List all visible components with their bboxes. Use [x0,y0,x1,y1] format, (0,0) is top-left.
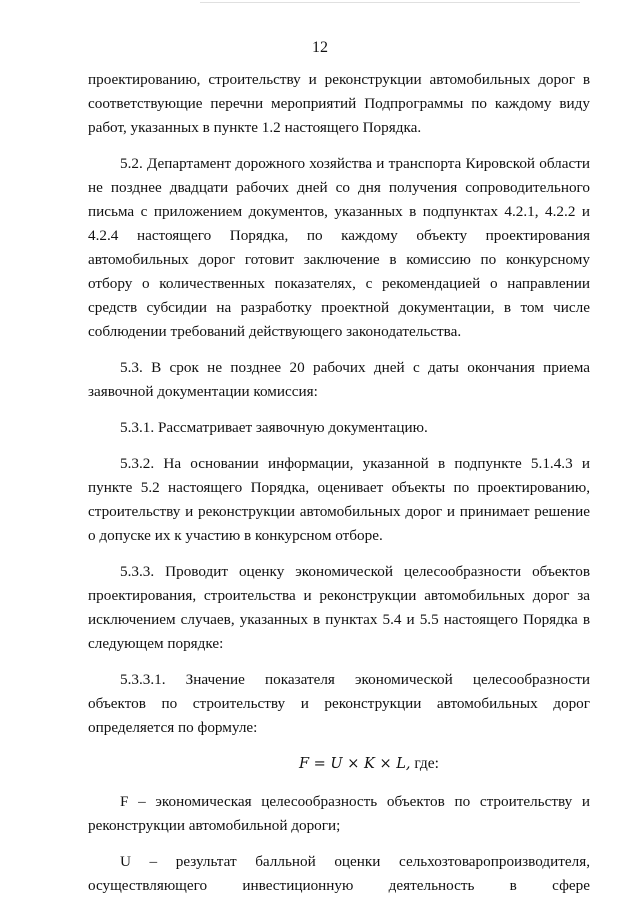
page-number: 12 [312,39,328,56]
text-line: работ, указанных в пункте 1.2 настоящего Порядка. [88,119,422,136]
formula-expression: F = U × K × L, [298,756,411,772]
text-line: объектов по строительству и реконструкции автомобильных дорог [88,695,590,712]
text-line: отбору о количественных показателях, с рекомендацией о направлении [88,275,590,292]
text-line: 5.2. Департамент дорожного хозяйства и транспорта Кировской области [120,155,590,172]
paragraph-5-3-3-1 [88,668,590,740]
text-line: автомобильных дорог готовит заключение в комиссию по конкурсному [88,251,590,268]
text-line: о допуске их к участию в конкурсном отборе. [88,527,383,544]
paragraph-5-3-3 [88,560,590,656]
paragraph-5-3-2 [88,452,590,548]
text-line: не позднее двадцати рабочих дней со дня получения сопроводительного [88,179,590,196]
text-line: строительству и реконструкции автомобильных дорог и принимает решение [88,503,590,520]
text-line: 5.3.1. Рассматривает заявочную документацию. [120,419,428,436]
text-line: 5.3.3.1. Значение показателя экономической целесообразности [120,671,590,688]
text-line: письма с приложением документов, указанных в подпунктах 4.2.1, 4.2.2 и [88,203,590,220]
top-edge-line [200,2,580,3]
text-line: реконструкции автомобильной дороги; [88,817,341,834]
text-line: пункте 5.2 настоящего Порядка, оценивает объекты по проектированию, [88,479,590,496]
text-line: 5.3. В срок не позднее 20 рабочих дней с даты окончания приема [120,359,590,376]
text-line: U – результат балльной оценки сельхозтоваропроизводителя, [120,853,590,870]
text-line: средств субсидии на разработку проектной документации, в том числе [88,299,590,316]
text-line: исключением случаев, указанных в пунктах 5.4 и 5.5 настоящего Порядка в [88,611,590,628]
paragraph-continuation [88,68,590,140]
text-line: F – экономическая целесообразность объектов по строительству и [120,793,590,810]
paragraph-5-3-1 [88,416,590,440]
text-line: осуществляющего инвестиционную деятельность в сфере [88,877,590,894]
definition-u [88,850,590,898]
document-body [88,68,590,898]
text-line: проектированию, строительству и реконструкции автомобильных дорог в [88,71,590,88]
text-line: соблюдении требований действующего законодательства. [88,323,462,340]
text-line: следующем порядке: [88,635,224,652]
text-line: определяется по формуле: [88,719,258,736]
text-line: проектирования, строительства и реконструкции автомобильных дорог за [88,587,590,604]
paragraph-5-3 [88,356,590,404]
paragraph-5-2 [88,152,590,344]
text-line: заявочной документации комиссия: [88,383,318,400]
formula [88,752,590,776]
formula-suffix: где: [410,755,439,772]
definition-f [88,790,590,838]
text-line: 5.3.2. На основании информации, указанной в подпункте 5.1.4.3 и [120,455,590,472]
text-line: соответствующие перечни мероприятий Подпрограммы по каждому виду [88,95,590,112]
text-line: 5.3.3. Проводит оценку экономической целесообразности объектов [120,563,590,580]
text-line: 4.2.4 настоящего Порядка, по каждому объекту проектирования [88,227,590,244]
